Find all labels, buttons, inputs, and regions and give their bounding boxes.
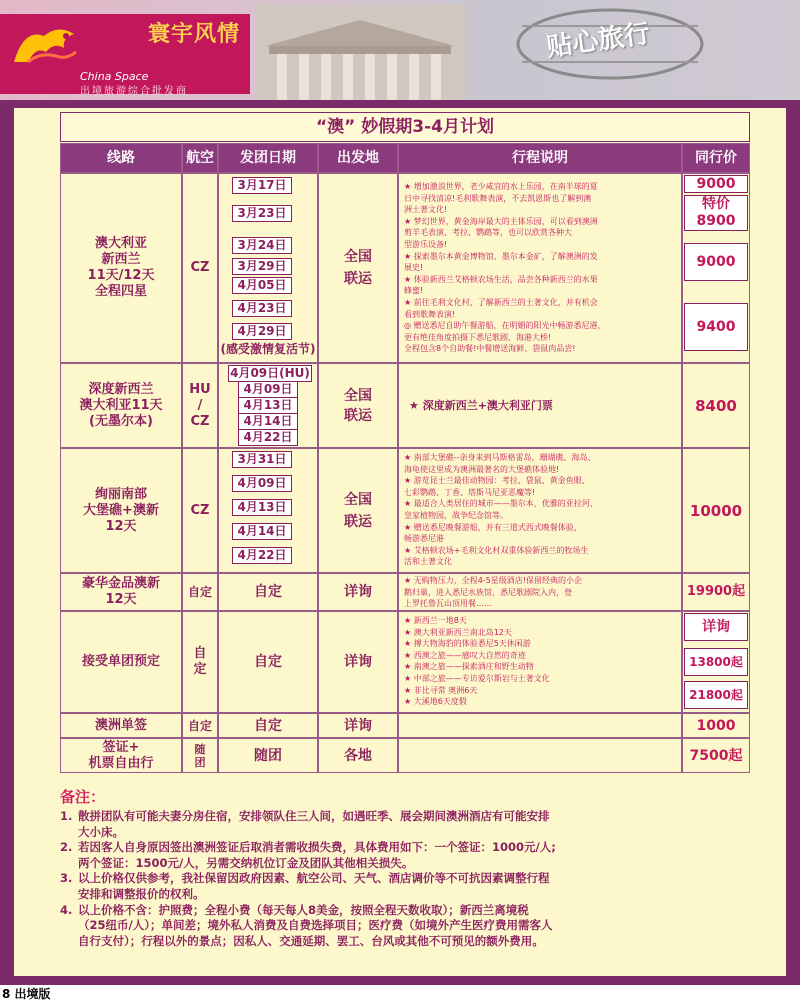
itinerary-line: ★ 游览昆士兰最佳动物园：考拉、袋鼠、黄金鱼眼、 <box>404 476 590 486</box>
itinerary-line: ★ 艾格顿农场+毛利文化村双重体验新西兰的牧场生 <box>404 545 589 555</box>
note-line: 安排和调整报价的权利。 <box>78 886 205 901</box>
price-value: 9400 <box>684 303 748 351</box>
route-line: 全程四星 <box>94 284 147 299</box>
departure-date: 4月09日(HU) <box>228 365 312 382</box>
departure-date: 3月29日 <box>232 258 292 275</box>
route-line: 深度新西兰 <box>88 381 154 397</box>
airline-line: 定 <box>193 662 207 677</box>
itinerary-line: 型游乐设备! <box>404 239 448 249</box>
itinerary-line: ★ 增加激浪世界，老少咸宜的水上乐园，在南半球的夏 <box>404 182 598 191</box>
brand-subtitle: 出境旅游综合批发商 <box>80 86 188 97</box>
itinerary-line: ★ 大溪地6天度假 <box>404 697 467 707</box>
origin-line: 全国 <box>344 387 372 404</box>
itinerary-line: 上罗托鲁瓦山顶用餐…… <box>404 599 492 609</box>
header-price: 同行价 <box>682 143 750 173</box>
airline-line: 随 <box>194 742 206 756</box>
itinerary-line: 日中寻找清凉!毛利歌舞表演，不去凯恩斯也了解到澳 <box>404 193 592 203</box>
note-item <box>60 840 760 871</box>
note-line: 自行支付）；行程以外的景点；因私人、交通延期、罢工、台风或其他不可预见的额外费用。 <box>78 933 544 948</box>
itinerary-line: ★ 澳大利亚新西兰南北岛12天 <box>404 627 512 637</box>
itinerary-line: ★ 搏大物海豹的体验悉尼5天休闲游 <box>404 639 531 649</box>
departure-date: 4月22日 <box>232 547 292 564</box>
route-line: 大堡礁+澳新 <box>83 502 159 518</box>
origin-cell: 详询 <box>318 573 398 611</box>
note-line: （25纽币/人）；单间差；境外私人消费及自费选择项目；医疗费（如境外产生医疗费用需客人 <box>78 918 553 933</box>
itinerary-line: ★ 探索墨尔本黄金博物馆、墨尔本金矿，了解澳洲的发 <box>404 251 598 261</box>
itinerary-table <box>60 143 750 773</box>
itinerary-line: ◎ 赠送悉尼自助午餐游船，在明媚的阳光中畅游悉尼港， <box>404 321 606 331</box>
itinerary-line: ★ 最适合人类居住的城市——墨尔本，优雅的亚拉河、 <box>404 499 598 509</box>
departure-date: 4月22日 <box>238 429 298 446</box>
header-date: 发团日期 <box>218 143 318 173</box>
itinerary-line: ★ 非比寻常 奥洲6天 <box>404 685 478 695</box>
itinerary-cell: ★ 深度新西兰+澳大利亚门票 <box>398 363 682 448</box>
note-line: 散拼团队有可能夫妻分房住宿，安排领队住三人间，如遇旺季、展会期间澳洲酒店有可能安排 <box>78 809 550 823</box>
header-banner <box>0 0 800 112</box>
origin-line: 联运 <box>344 407 372 424</box>
departure-date: 4月14日 <box>232 523 292 540</box>
route-cell: 接受单团预定 <box>60 611 182 713</box>
brand-name: 寰宇风情 <box>148 21 241 47</box>
route-cell <box>60 173 182 363</box>
route-line: 新西兰 <box>101 252 141 267</box>
dates-cell: 自定 <box>218 611 318 713</box>
itinerary-line: 剪羊毛表演、考拉、鹦鹉等，也可以欣赏各种大 <box>404 228 572 238</box>
price-value: 9000 <box>684 243 748 281</box>
origin-line: 联运 <box>344 271 372 287</box>
dragon-icon <box>10 22 82 72</box>
departure-date: 3月23日 <box>232 205 292 222</box>
route-line: 12天 <box>105 518 137 534</box>
itinerary-line: ★ 南部大堡礁--亲身来到马斯格雷岛，珊瑚礁、海岛、 <box>404 453 596 462</box>
itinerary-cell <box>398 713 682 738</box>
itinerary-text <box>400 575 680 610</box>
origin-cell <box>318 363 398 448</box>
itinerary-line: 皇家植物园，战争纪念馆等。 <box>404 510 508 520</box>
note-item <box>60 871 760 902</box>
price-value: 7500起 <box>682 738 750 773</box>
itinerary-line: 展史! <box>404 263 424 273</box>
note-line: 以上价格仅供参考，我社保留因政府因素、航空公司、天气、酒店调价等不可抗因素调整行程 <box>78 871 550 886</box>
note-number: 3. <box>60 871 73 886</box>
itinerary-line: 鹅归巢，进入悉尼水族馆，悉尼歌剧院入内，登 <box>404 587 572 597</box>
note-number: 2. <box>60 840 73 855</box>
price-value: 8400 <box>682 363 750 448</box>
departure-date: 3月17日 <box>232 177 292 194</box>
note-line: 以上价格不含：护照费；全程小费（每天每人8美金，按照全程天数收取）；新西兰离境税 <box>78 902 529 917</box>
route-line: 豪华金品澳新 <box>81 576 160 591</box>
note-line: 大小床。 <box>78 824 124 839</box>
route-cell <box>60 573 182 611</box>
route-cell: 澳洲单签 <box>60 713 182 738</box>
itinerary-line: ★ 新西兰一地8天 <box>404 616 467 625</box>
itinerary-line: ★ 赠送悉尼晚餐游船，并有三道式西式晚餐体验， <box>404 522 582 532</box>
header-itinerary: 行程说明 <box>398 143 682 173</box>
airline-line: / <box>197 397 203 413</box>
departure-date: 4月13日 <box>232 499 292 516</box>
route-line: 澳大利亚 <box>94 236 147 251</box>
airline-cell: CZ <box>182 448 218 573</box>
dates-cell: 自定 <box>218 713 318 738</box>
temple-image <box>255 4 465 104</box>
departure-date: 4月23日 <box>232 300 292 317</box>
itinerary-text <box>400 452 680 570</box>
price-value: 21800起 <box>684 681 748 709</box>
price-value: 1000 <box>682 713 750 738</box>
itinerary-text <box>400 181 680 359</box>
origin-cell: 详询 <box>318 713 398 738</box>
departure-date: 3月31日 <box>232 451 292 468</box>
route-line: 12天 <box>105 592 137 607</box>
airline-line: HU <box>189 381 211 397</box>
itinerary-line: 看到歌舞表演! <box>404 309 456 319</box>
price-value <box>684 195 748 231</box>
airline-cell: CZ <box>182 173 218 363</box>
itinerary-cell <box>398 738 682 773</box>
departure-date: 4月09日 <box>238 381 298 398</box>
itinerary-line: 七彩鹦鹉、丁香、塔斯马尼亚恶魔等! <box>404 487 536 497</box>
route-line: 澳大利亚11天 <box>79 397 163 413</box>
date-note: (感受激情复活节) <box>220 342 316 356</box>
departure-date: 4月09日 <box>232 475 292 492</box>
itinerary-line: ★ 体验新西兰艾格顿农场生活，品尝各种新西兰的水果 <box>404 274 598 284</box>
itinerary-line: 活和土著文化 <box>404 557 452 567</box>
header-origin: 出发地 <box>318 143 398 173</box>
price-value: 详询 <box>684 613 748 641</box>
notes-title: 备注： <box>60 788 106 806</box>
note-item <box>60 903 760 950</box>
note-line: 两个签证：1500元/人，另需交纳机位订金及团队其他相关损失。 <box>78 855 414 870</box>
price-value: 10000 <box>682 448 750 573</box>
origin-line: 全国 <box>344 491 372 508</box>
origin-cell <box>318 173 398 363</box>
itinerary-line: 畅游悉尼港 <box>404 534 444 544</box>
airline-cell: 自定 <box>182 713 218 738</box>
departure-date: 4月14日 <box>238 413 298 430</box>
price-value: 19900起 <box>682 573 750 611</box>
itinerary-line: ★ 西澳之旅——感叹大自然的奇迹 <box>404 650 526 660</box>
price-value: 9000 <box>684 175 748 193</box>
route-cell <box>60 738 182 773</box>
postmark-stamp <box>510 4 710 84</box>
origin-line: 全国 <box>344 249 372 265</box>
itinerary-line: 蜂蜜! <box>404 286 424 296</box>
departure-date: 4月13日 <box>238 397 298 414</box>
price-value: 13800起 <box>684 648 748 676</box>
dates-cell: 随团 <box>218 738 318 773</box>
itinerary-line: ★ 南澳之旅——探索酒庄和野生动物 <box>404 662 534 672</box>
price-label: 特价 <box>702 196 730 212</box>
itinerary-line: 更有绝佳角度拍摄下悉尼歌剧、海港大桥! <box>404 332 552 342</box>
itinerary-line: 全程包含8个自助餐!中餐增送海鲜、袋鼠肉品尝! <box>404 344 576 354</box>
route-cell <box>60 363 182 448</box>
departure-date: 4月29日 <box>232 323 292 340</box>
departure-date: 3月24日 <box>232 237 292 254</box>
airline-cell: 自定 <box>182 573 218 611</box>
stamp-text: 贴心旅行 <box>544 18 652 64</box>
header-airline: 航空 <box>182 143 218 173</box>
note-number: 4. <box>60 902 73 917</box>
dates-cell: 自定 <box>218 573 318 611</box>
airline-line: CZ <box>190 413 210 429</box>
route-cell <box>60 448 182 573</box>
origin-line: 联运 <box>344 513 372 530</box>
itinerary-line: ★ 前往毛利文化村，了解新西兰的土著文化，并有机会 <box>404 297 598 307</box>
note-item <box>60 809 760 840</box>
departure-date: 4月05日 <box>232 277 292 294</box>
itinerary-line: 海龟使这里成为澳洲最著名的大堡礁体验地! <box>404 464 560 474</box>
itinerary-line: ★ 梦幻世界，黄金海岸最大的主体乐园，可以看到澳洲 <box>404 216 598 226</box>
page-title: “澳” 妙假期3-4月计划 <box>60 112 750 142</box>
brand-logo[interactable] <box>0 14 250 97</box>
airline-line: 自 <box>193 646 207 661</box>
itinerary-line: ★ 中部之旅——专访爱尔斯岩与土著文化 <box>404 673 550 683</box>
route-line: 签证+ <box>102 739 140 755</box>
airline-cell <box>182 738 218 773</box>
airline-cell <box>182 611 218 713</box>
note-line: 若因客人自身原因签出澳洲签证后取消者需收损失费，具体费用如下：一个签证：1000元/人; <box>78 840 556 855</box>
itinerary-text <box>400 615 680 711</box>
airline-line: 团 <box>194 755 206 769</box>
header-route: 线路 <box>60 143 182 173</box>
note-number: 1. <box>60 809 73 823</box>
origin-cell <box>318 448 398 573</box>
origin-cell: 各地 <box>318 738 398 773</box>
airline-cell <box>182 363 218 448</box>
notes-section <box>60 786 760 956</box>
page-footer: 8 出境版 <box>2 987 51 1000</box>
price-label: 8900 <box>696 213 736 229</box>
route-line: 绚丽南部 <box>94 486 147 502</box>
route-line: 11天/12天 <box>87 268 155 283</box>
route-line: (无墨尔本) <box>89 413 153 429</box>
origin-cell: 详询 <box>318 611 398 713</box>
route-line: 机票自由行 <box>88 755 154 771</box>
itinerary-line: 洲土著文化! <box>404 205 448 215</box>
brand-english: China Space <box>80 70 149 83</box>
itinerary-line: ★ 无购物压力，全程4-5星级酒店!保留经典的小企 <box>404 576 582 585</box>
